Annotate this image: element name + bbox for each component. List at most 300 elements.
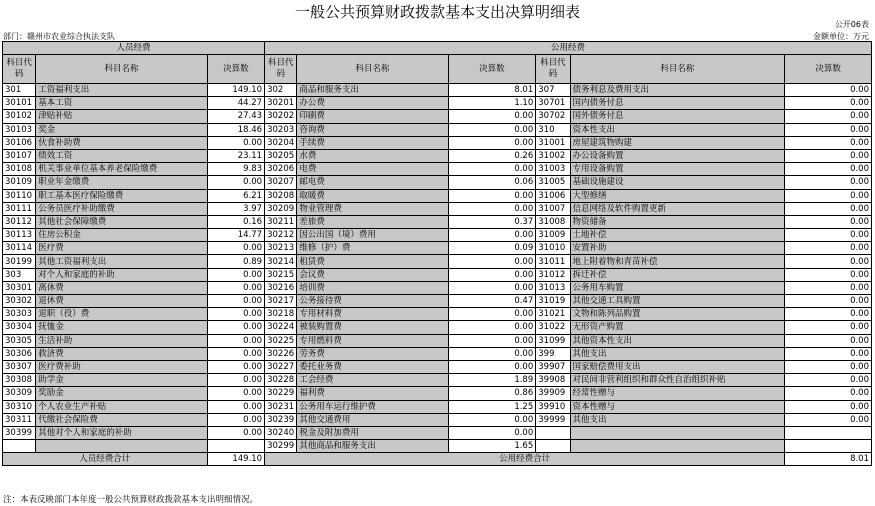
cell-amount: 0.00 [785, 413, 872, 426]
cell-code: 30207 [265, 176, 297, 189]
cell-name: 公务员医疗补助缴费 [36, 202, 207, 215]
cell-name: 劳务费 [297, 347, 448, 360]
cell-name: 生活补助 [36, 334, 207, 347]
table-row [3, 202, 872, 215]
cell-code: 30227 [265, 360, 297, 373]
cell-name [570, 426, 785, 439]
cell-name: 其他商品和服务支出 [297, 440, 448, 453]
cell-amount: 0.00 [448, 229, 536, 242]
cell-code: 30106 [3, 136, 36, 149]
cell-name: 伙食补助费 [36, 136, 207, 149]
cell-amount: 0.00 [785, 215, 872, 228]
table-row [3, 295, 872, 308]
cell-amount: 0.00 [207, 136, 264, 149]
cell-name: 物资储备 [570, 215, 785, 228]
expenditure-table [2, 41, 872, 466]
cell-name [36, 440, 207, 453]
cell-code: 31019 [536, 295, 570, 308]
cell-name: 邮电费 [297, 176, 448, 189]
cell-amount: 0.09 [448, 242, 536, 255]
table-row [3, 123, 872, 136]
cell-code: 39999 [536, 413, 570, 426]
footnote: 注：本表反映部门本年度一般公共预算财政拨款基本支出明细情况。 [3, 495, 259, 505]
cell-amount: 0.00 [448, 413, 536, 426]
cell-code: 30206 [265, 163, 297, 176]
cell-amount: 0.00 [448, 426, 536, 439]
cell-name: 救济费 [36, 347, 207, 360]
cell-code: 399 [536, 347, 570, 360]
cell-code: 30209 [265, 202, 297, 215]
table-row [3, 163, 872, 176]
cell-amount [785, 426, 872, 439]
cell-amount: 0.00 [785, 400, 872, 413]
cell-amount: 0.00 [448, 202, 536, 215]
cell-name: 职业年金缴费 [36, 176, 207, 189]
cell-amount: 0.00 [207, 308, 264, 321]
table-row [3, 334, 872, 347]
cell-code: 31002 [536, 149, 570, 162]
cell-code: 31003 [536, 163, 570, 176]
cell-code: 30102 [3, 110, 36, 123]
cell-name: 信息网络及软件购置更新 [570, 202, 785, 215]
cell-name: 被装购置费 [297, 321, 448, 334]
cell-name: 其他资本性支出 [570, 334, 785, 347]
cell-code: 303 [3, 268, 36, 281]
form-code: 公开06表 [834, 20, 869, 29]
cell-amount: 0.00 [207, 242, 264, 255]
cell-code: 30108 [3, 163, 36, 176]
cell-amount: 0.00 [785, 202, 872, 215]
cell-name: 土地补偿 [570, 229, 785, 242]
cell-name: 商品和服务支出 [297, 84, 448, 97]
cell-amount: 0.00 [207, 400, 264, 413]
cell-amount: 0.00 [785, 281, 872, 294]
cell-code: 30702 [536, 110, 570, 123]
cell-amount: 0.00 [785, 97, 872, 110]
cell-name: 其他支出 [570, 413, 785, 426]
cell-code: 30208 [265, 189, 297, 202]
cell-amount: 23.11 [207, 149, 264, 162]
cell-amount: 0.00 [448, 110, 536, 123]
cell-name: 会议费 [297, 268, 448, 281]
cell-name: 房屋建筑物购建 [570, 136, 785, 149]
cell-name: 咨询费 [297, 123, 448, 136]
col-header-name: 科目名称 [297, 55, 448, 84]
cell-code: 30112 [3, 215, 36, 228]
cell-amount: 1.89 [448, 374, 536, 387]
table-row [3, 176, 872, 189]
cell-code: 30211 [265, 215, 297, 228]
cell-amount: 6.21 [207, 189, 264, 202]
table-row [3, 242, 872, 255]
cell-name: 无形资产购置 [570, 321, 785, 334]
cell-name: 税金及附加费用 [297, 426, 448, 439]
cell-code: 301 [3, 84, 36, 97]
cell-name: 代缴社会保险费 [36, 413, 207, 426]
cell-amount: 0.00 [785, 123, 872, 136]
cell-code: 31007 [536, 202, 570, 215]
cell-name: 工会经费 [297, 374, 448, 387]
cell-amount: 0.00 [207, 374, 264, 387]
cell-name: 专用燃料费 [297, 334, 448, 347]
cell-code [536, 426, 570, 439]
cell-code: 31022 [536, 321, 570, 334]
cell-name: 物业管理费 [297, 202, 448, 215]
cell-amount: 8.01 [448, 84, 536, 97]
cell-code: 30107 [3, 149, 36, 162]
cell-name: 专用材料费 [297, 308, 448, 321]
col-header-code: 科目代码 [3, 55, 36, 84]
cell-code: 30239 [265, 413, 297, 426]
report-title: 一般公共预算财政拨款基本支出决算明细表 [294, 3, 580, 21]
cell-amount: 3.97 [207, 202, 264, 215]
cell-name: 委托业务费 [297, 360, 448, 373]
cell-name: 住房公积金 [36, 229, 207, 242]
cell-name: 培训费 [297, 281, 448, 294]
cell-name: 绩效工资 [36, 149, 207, 162]
cell-name: 电费 [297, 163, 448, 176]
cell-amount: 0.00 [207, 268, 264, 281]
cell-amount: 0.00 [448, 255, 536, 268]
cell-name: 工资福利支出 [36, 84, 207, 97]
cell-name: 退休费 [36, 295, 207, 308]
cell-code: 31005 [536, 176, 570, 189]
cell-name: 国家赔偿费用支出 [570, 360, 785, 373]
table-row [3, 440, 872, 453]
cell-code: 30216 [265, 281, 297, 294]
table-row [3, 426, 872, 439]
cell-name: 基本工资 [36, 97, 207, 110]
cell-code: 30111 [3, 202, 36, 215]
cell-code: 39910 [536, 400, 570, 413]
cell-code: 30201 [265, 97, 297, 110]
cell-code: 30218 [265, 308, 297, 321]
cell-amount: 149.10 [207, 84, 264, 97]
cell-amount: 0.00 [785, 360, 872, 373]
cell-amount: 0.00 [785, 149, 872, 162]
col-header-amount: 决算数 [785, 55, 872, 84]
cell-amount: 0.00 [207, 321, 264, 334]
cell-amount: 0.00 [448, 321, 536, 334]
cell-code: 31006 [536, 189, 570, 202]
cell-code: 30307 [3, 360, 36, 373]
cell-name: 办公设备购置 [570, 149, 785, 162]
cell-name: 手续费 [297, 136, 448, 149]
table-row [3, 136, 872, 149]
cell-amount: 0.00 [785, 334, 872, 347]
cell-code: 30310 [3, 400, 36, 413]
cell-name: 经常性赠与 [570, 387, 785, 400]
cell-code: 39909 [536, 387, 570, 400]
cell-amount: 0.00 [448, 334, 536, 347]
cell-code: 30299 [265, 440, 297, 453]
cell-name: 办公费 [297, 97, 448, 110]
cell-amount: 44.27 [207, 97, 264, 110]
cell-amount: 0.86 [448, 387, 536, 400]
cell-amount: 0.00 [207, 426, 264, 439]
cell-code: 30214 [265, 255, 297, 268]
cell-amount: 0.00 [785, 229, 872, 242]
cell-amount: 9.83 [207, 163, 264, 176]
cell-name: 大型修缮 [570, 189, 785, 202]
cell-amount: 18.46 [207, 123, 264, 136]
cell-name: 奖金 [36, 123, 207, 136]
cell-amount: 0.00 [448, 347, 536, 360]
cell-name: 基础设施建设 [570, 176, 785, 189]
unit-label: 金额单位：万元 [813, 32, 869, 41]
cell-amount: 0.00 [785, 308, 872, 321]
cell-name: 医疗费 [36, 242, 207, 255]
table-row [3, 215, 872, 228]
cell-name: 职工基本医疗保险缴费 [36, 189, 207, 202]
cell-amount: 0.00 [785, 110, 872, 123]
cell-code: 30303 [3, 308, 36, 321]
table-row [3, 321, 872, 334]
table-row [3, 229, 872, 242]
cell-code: 30304 [3, 321, 36, 334]
cell-code: 30305 [3, 334, 36, 347]
cell-code: 30213 [265, 242, 297, 255]
cell-amount: 0.00 [207, 360, 264, 373]
cell-name: 抚恤金 [36, 321, 207, 334]
cell-amount: 0.00 [448, 163, 536, 176]
cell-amount: 0.00 [785, 321, 872, 334]
cell-code: 30215 [265, 268, 297, 281]
cell-amount: 0.00 [448, 308, 536, 321]
total-personnel-label: 人员经费合计 [3, 453, 208, 466]
cell-code: 39907 [536, 360, 570, 373]
cell-name: 津贴补贴 [36, 110, 207, 123]
cell-name: 其他对个人和家庭的补助 [36, 426, 207, 439]
col-header-name: 科目名称 [570, 55, 785, 84]
cell-code: 30101 [3, 97, 36, 110]
cell-amount: 0.00 [207, 347, 264, 360]
cell-name: 公务用车购置 [570, 281, 785, 294]
cell-name: 个人农业生产补贴 [36, 400, 207, 413]
cell-code: 30306 [3, 347, 36, 360]
cell-code: 30225 [265, 334, 297, 347]
col-header-amount: 决算数 [207, 55, 264, 84]
cell-amount: 0.00 [785, 242, 872, 255]
cell-amount: 0.00 [785, 295, 872, 308]
cell-code: 30301 [3, 281, 36, 294]
cell-code: 31012 [536, 268, 570, 281]
cell-amount: 0.00 [785, 374, 872, 387]
cell-code: 30203 [265, 123, 297, 136]
cell-code: 30109 [3, 176, 36, 189]
cell-amount [785, 440, 872, 453]
total-public-label: 公用经费合计 [265, 453, 785, 466]
cell-code: 30229 [265, 387, 297, 400]
table-row [3, 281, 872, 294]
cell-name: 国内债务付息 [570, 97, 785, 110]
cell-name: 专用设备购置 [570, 163, 785, 176]
cell-name: 退职（役）费 [36, 308, 207, 321]
table-row [3, 400, 872, 413]
cell-name: 水费 [297, 149, 448, 162]
cell-amount: 0.47 [448, 295, 536, 308]
cell-name: 取暖费 [297, 189, 448, 202]
cell-name: 印刷费 [297, 110, 448, 123]
cell-amount: 0.00 [785, 176, 872, 189]
cell-code [3, 440, 36, 453]
cell-amount: 0.00 [207, 281, 264, 294]
cell-name: 其他交通费用 [297, 413, 448, 426]
table-row [3, 347, 872, 360]
cell-code: 30202 [265, 110, 297, 123]
table-row [3, 360, 872, 373]
cell-amount: 0.89 [207, 255, 264, 268]
cell-code: 31001 [536, 136, 570, 149]
col-header-code: 科目代码 [265, 55, 297, 84]
department-label: 部门：赣州市农业综合执法支队 [3, 32, 115, 41]
cell-amount: 0.00 [448, 136, 536, 149]
personnel-section-header: 人员经费 [3, 42, 265, 55]
cell-name: 国外债务付息 [570, 110, 785, 123]
cell-name: 地上附着物和青苗补偿 [570, 255, 785, 268]
cell-code: 30231 [265, 400, 297, 413]
cell-code: 30240 [265, 426, 297, 439]
table-row [3, 110, 872, 123]
cell-amount: 0.06 [448, 176, 536, 189]
cell-code [536, 440, 570, 453]
cell-amount: 0.00 [785, 136, 872, 149]
table-row [3, 97, 872, 110]
cell-amount [207, 440, 264, 453]
cell-name [570, 440, 785, 453]
table-row [3, 189, 872, 202]
col-header-name: 科目名称 [36, 55, 207, 84]
cell-name: 对民间非营利组织和群众性自治组织补贴 [570, 374, 785, 387]
cell-amount: 27.43 [207, 110, 264, 123]
cell-code: 310 [536, 123, 570, 136]
cell-code: 31021 [536, 308, 570, 321]
cell-code: 31010 [536, 242, 570, 255]
cell-code: 30217 [265, 295, 297, 308]
cell-amount: 0.00 [448, 281, 536, 294]
table-row [3, 255, 872, 268]
public-section-header: 公用经费 [265, 42, 872, 55]
cell-amount: 1.65 [448, 440, 536, 453]
cell-amount: 0.00 [207, 334, 264, 347]
cell-name: 奖励金 [36, 387, 207, 400]
cell-code: 30224 [265, 321, 297, 334]
cell-name: 机关事业单位基本养老保险缴费 [36, 163, 207, 176]
cell-name: 其他交通工具购置 [570, 295, 785, 308]
cell-code: 30205 [265, 149, 297, 162]
table-row [3, 268, 872, 281]
table-row [3, 387, 872, 400]
cell-amount: 0.00 [785, 189, 872, 202]
cell-code: 31008 [536, 215, 570, 228]
cell-code: 30103 [3, 123, 36, 136]
cell-code: 30226 [265, 347, 297, 360]
cell-name: 公务接待费 [297, 295, 448, 308]
cell-name: 维修（护）费 [297, 242, 448, 255]
cell-name: 安置补助 [570, 242, 785, 255]
cell-code: 30110 [3, 189, 36, 202]
table-row [3, 308, 872, 321]
table-row [3, 84, 872, 97]
cell-amount: 0.00 [448, 189, 536, 202]
cell-name: 差旅费 [297, 215, 448, 228]
cell-code: 30113 [3, 229, 36, 242]
cell-code: 30199 [3, 255, 36, 268]
cell-amount: 0.37 [448, 215, 536, 228]
cell-amount: 0.00 [448, 360, 536, 373]
cell-amount: 0.00 [207, 176, 264, 189]
cell-amount: 1.25 [448, 400, 536, 413]
cell-amount: 0.00 [785, 163, 872, 176]
cell-amount: 0.00 [207, 295, 264, 308]
cell-amount: 0.00 [785, 268, 872, 281]
cell-amount: 0.00 [785, 387, 872, 400]
cell-amount: 1.10 [448, 97, 536, 110]
total-public-value: 8.01 [785, 453, 872, 466]
cell-name: 对个人和家庭的补助 [36, 268, 207, 281]
cell-amount: 0.00 [207, 413, 264, 426]
cell-name: 离休费 [36, 281, 207, 294]
col-header-code: 科目代码 [536, 55, 570, 84]
cell-name: 资本性支出 [570, 123, 785, 136]
table-row [3, 413, 872, 426]
cell-amount: 0.26 [448, 149, 536, 162]
cell-name: 租赁费 [297, 255, 448, 268]
cell-amount: 0.00 [785, 255, 872, 268]
cell-code: 39908 [536, 374, 570, 387]
cell-name: 因公出国（境）费用 [297, 229, 448, 242]
cell-name: 其他支出 [570, 347, 785, 360]
cell-name: 公务用车运行维护费 [297, 400, 448, 413]
cell-code: 302 [265, 84, 297, 97]
cell-code: 30228 [265, 374, 297, 387]
cell-amount: 0.00 [207, 387, 264, 400]
cell-code: 31099 [536, 334, 570, 347]
cell-code: 30114 [3, 242, 36, 255]
cell-name: 其他工资福利支出 [36, 255, 207, 268]
cell-name: 其他社会保障缴费 [36, 215, 207, 228]
total-personnel-value: 149.10 [207, 453, 264, 466]
cell-code: 30701 [536, 97, 570, 110]
cell-name: 医疗费补助 [36, 360, 207, 373]
cell-code: 30308 [3, 374, 36, 387]
cell-code: 31009 [536, 229, 570, 242]
cell-code: 30212 [265, 229, 297, 242]
cell-amount: 0.00 [785, 84, 872, 97]
cell-code: 31011 [536, 255, 570, 268]
cell-amount: 0.00 [448, 123, 536, 136]
cell-name: 文物和陈列品购置 [570, 308, 785, 321]
cell-code: 30204 [265, 136, 297, 149]
cell-name: 资本性赠与 [570, 400, 785, 413]
cell-code: 30311 [3, 413, 36, 426]
cell-amount: 0.00 [785, 347, 872, 360]
cell-amount: 0.16 [207, 215, 264, 228]
cell-code: 30399 [3, 426, 36, 439]
cell-code: 30302 [3, 295, 36, 308]
table-row [3, 374, 872, 387]
cell-amount: 14.77 [207, 229, 264, 242]
cell-amount: 0.00 [448, 268, 536, 281]
cell-code: 31013 [536, 281, 570, 294]
cell-code: 30309 [3, 387, 36, 400]
cell-code: 307 [536, 84, 570, 97]
cell-name: 福利费 [297, 387, 448, 400]
cell-name: 债务利息及费用支出 [570, 84, 785, 97]
cell-name: 拆迁补偿 [570, 268, 785, 281]
cell-name: 助学金 [36, 374, 207, 387]
col-header-amount: 决算数 [448, 55, 536, 84]
